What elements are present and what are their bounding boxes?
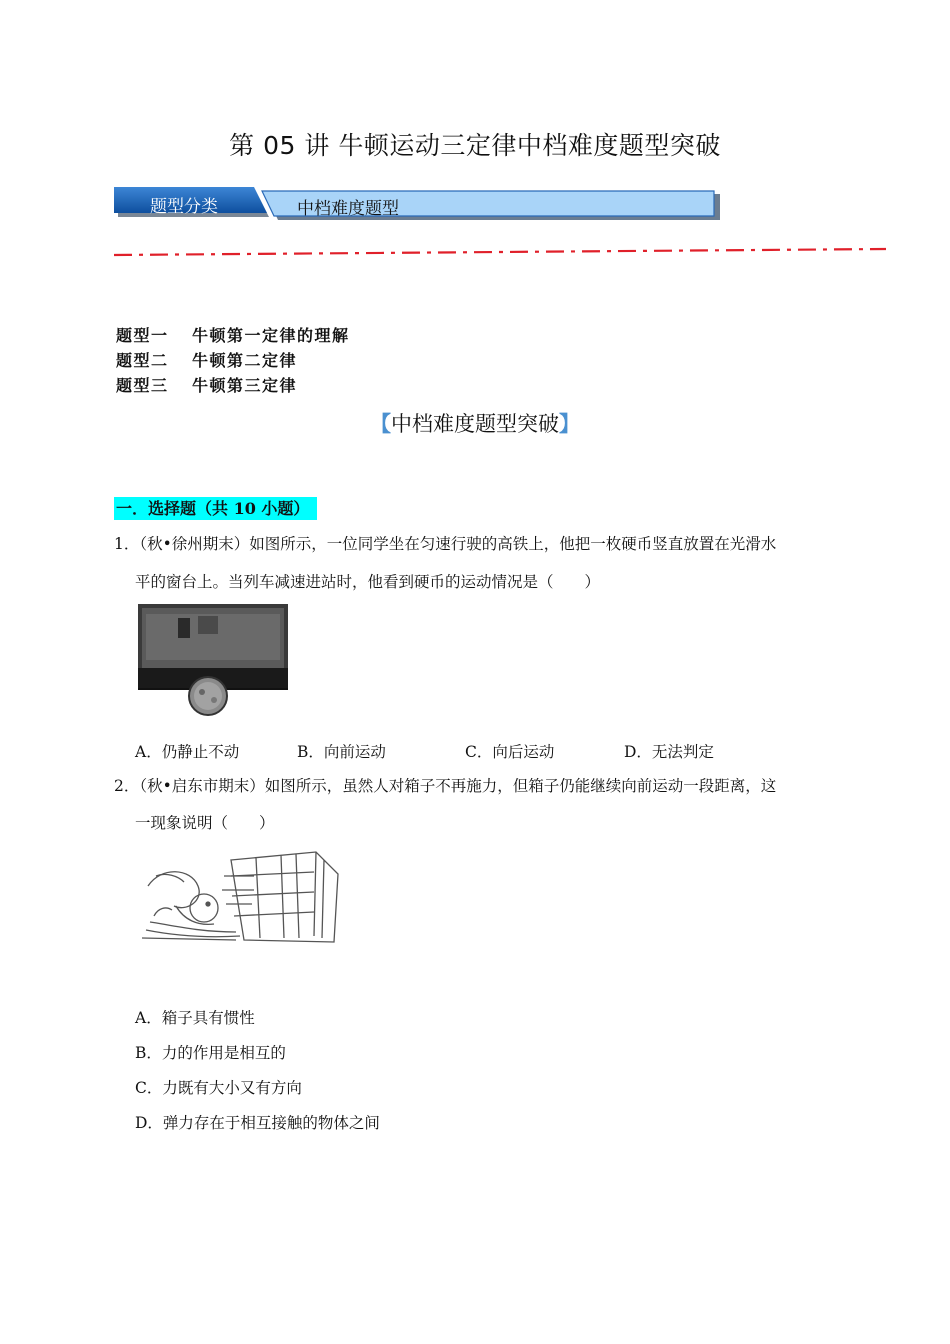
question-1-line-1: 1．（秋•徐州期末）如图所示，一位同学坐在匀速行驶的高铁上，他把一枚硬币竖直放置在光滑水	[114, 535, 777, 553]
part-heading: 一．选择题（共 10 小题）	[114, 497, 317, 520]
question-1-option-a: A．仍静止不动	[135, 743, 240, 761]
banner-left-label: 题型分类	[150, 197, 218, 217]
question-2-line-2: 一现象说明（ ）	[135, 814, 275, 832]
question-1-line-2: 平的窗台上。当列车减速进站时，他看到硬币的运动情况是（ ）	[135, 573, 601, 591]
question-2-option-b: B．力的作用是相互的	[135, 1044, 286, 1062]
question-2-option-c: C．力既有大小又有方向	[135, 1079, 302, 1097]
dash-dot-separator	[114, 244, 886, 258]
section-title: 【中档难度题型突破】	[370, 412, 580, 436]
person-pushing-box-image	[136, 846, 346, 958]
toc-item-2: 题型二 牛顿第二定律	[116, 351, 298, 370]
question-1-option-c: C．向后运动	[465, 743, 555, 761]
banner-right-label: 中档难度题型	[297, 199, 399, 219]
question-1-option-b: B．向前运动	[297, 743, 386, 761]
question-2-line-1: 2．（秋•启东市期末）如图所示，虽然人对箱子不再施力，但箱子仍能继续向前运动一段距离，这	[114, 777, 777, 795]
question-2-option-a: A．箱子具有惯性	[135, 1009, 255, 1027]
toc-item-1: 题型一 牛顿第一定律的理解	[116, 326, 350, 345]
question-2-option-d: D．弹力存在于相互接触的物体之间	[135, 1114, 380, 1132]
coin-on-windowsill-image	[138, 604, 290, 716]
toc-item-3: 题型三 牛顿第三定律	[116, 376, 298, 395]
question-1-option-d: D．无法判定	[624, 743, 714, 761]
page-title: 第 05 讲 牛顿运动三定律中档难度题型突破	[229, 131, 721, 160]
